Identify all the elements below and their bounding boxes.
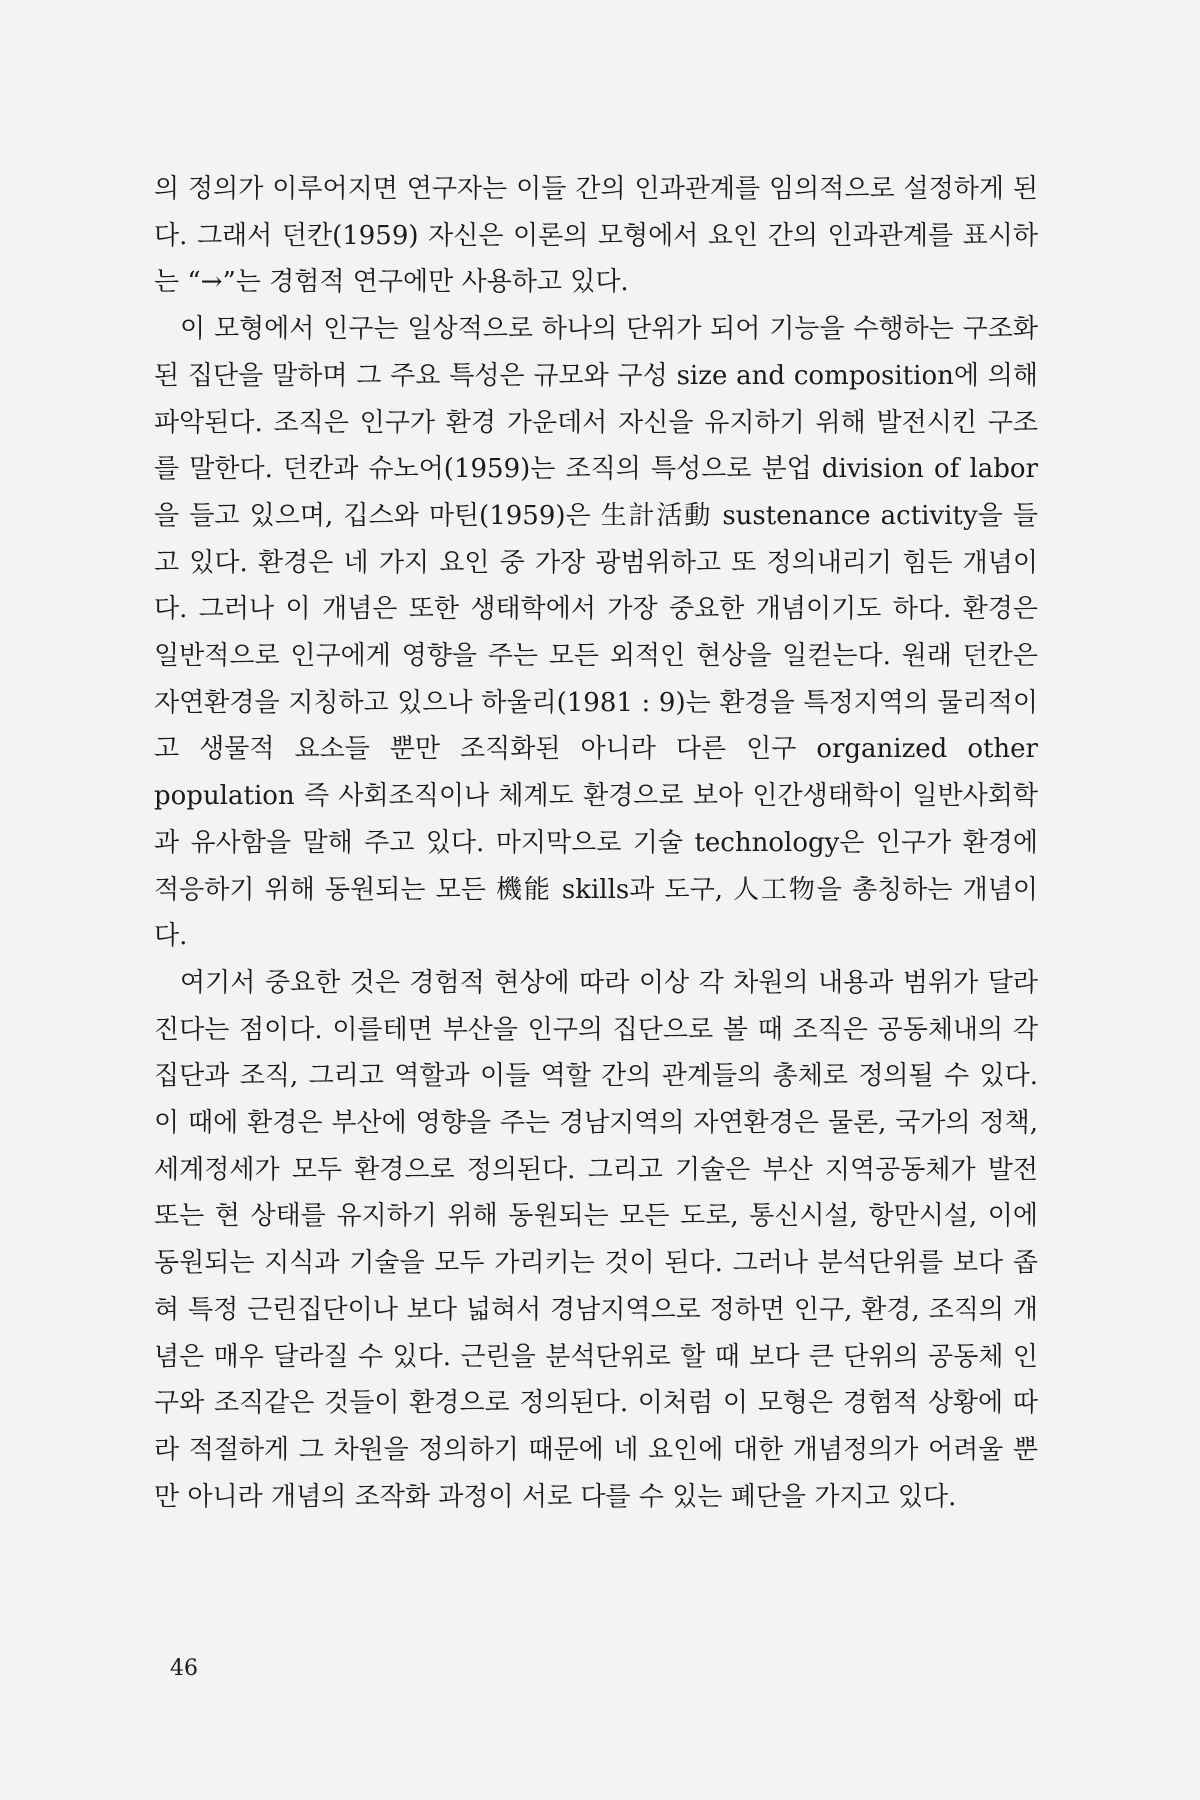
paragraph-continuation: 의 정의가 이루어지면 연구자는 이들 간의 인과관계를 임의적으로 설정하게 된다. 그래서 던칸(1959) 자신은 이론의 모형에서 요인 간의 인과관계를 표시하는 “→”는 경험적 연구에만 사용하고 있다. (154, 174, 1038, 298)
body-text (154, 166, 1038, 1520)
paragraph-model-description: 이 모형에서 인구는 일상적으로 하나의 단위가 되어 기능을 수행하는 구조화된 집단을 말하며 그 주요 특성은 규모와 구성 size and composition에 의해 파악된다. 조직은 인구가 환경 가운데서 자신을 유지하기 위해 발전시킨 구조를 말한다. 던칸과 슈노어(1959)는 조직의 특성으로 분업 division of labor을 들고 있으며, 깁스와 마틴(1959)은 生計活動 sustenance activity을 들고 있다. 환경은 네 가지 요인 중 가장 광범위하고 또 정의내리기 힘든 개념이다. 그러나 이 개념은 또한 생태학에서 가장 중요한 개념이기도 하다. 환경은 일반적으로 인구에게 영향을 주는 모든 외적인 현상을 일컫는다. 원래 던칸은 자연환경을 지칭하고 있으나 하울리(1981 : 9)는 환경을 특정지역의 물리적이고 생물적 요소들 뿐만 조직화된 아니라 다른 인구 organized other population 즉 사회조직이나 체계도 환경으로 보아 인간생태학이 일반사회학과 유사함을 말해 주고 있다. 마지막으로 기술 technology은 인구가 환경에 적응하기 위해 동원되는 모든 機能 skills과 도구, 人工物을 총칭하는 개념이다. (154, 314, 1038, 952)
page-number: 46 (170, 1656, 198, 1681)
paragraph-empirical-application: 여기서 중요한 것은 경험적 현상에 따라 이상 각 차원의 내용과 범위가 달라진다는 점이다. 이를테면 부산을 인구의 집단으로 볼 때 조직은 공동체내의 각 집단과 조직, 그리고 역할과 이들 역할 간의 관계들의 총체로 정의될 수 있다. 이 때에 환경은 부산에 영향을 주는 경남지역의 자연환경은 물론, 국가의 정책, 세계정세가 모두 환경으로 정의된다. 그리고 기술은 부산 지역공동체가 발전 또는 현 상태를 유지하기 위해 동원되는 모든 도로, 통신시설, 항만시설, 이에 동원되는 지식과 기술을 모두 가리키는 것이 된다. 그러나 분석단위를 보다 좁혀 특정 근린집단이나 보다 넓혀서 경남지역으로 정하면 인구, 환경, 조직의 개념은 매우 달라질 수 있다. 근린을 분석단위로 할 때 보다 큰 단위의 공동체 인구와 조직같은 것들이 환경으로 정의된다. 이처럼 이 모형은 경험적 상황에 따라 적절하게 그 차원을 정의하기 때문에 네 요인에 대한 개념정의가 어려울 뿐만 아니라 개념의 조작화 과정이 서로 다를 수 있는 폐단을 가지고 있다. (154, 967, 1038, 1512)
